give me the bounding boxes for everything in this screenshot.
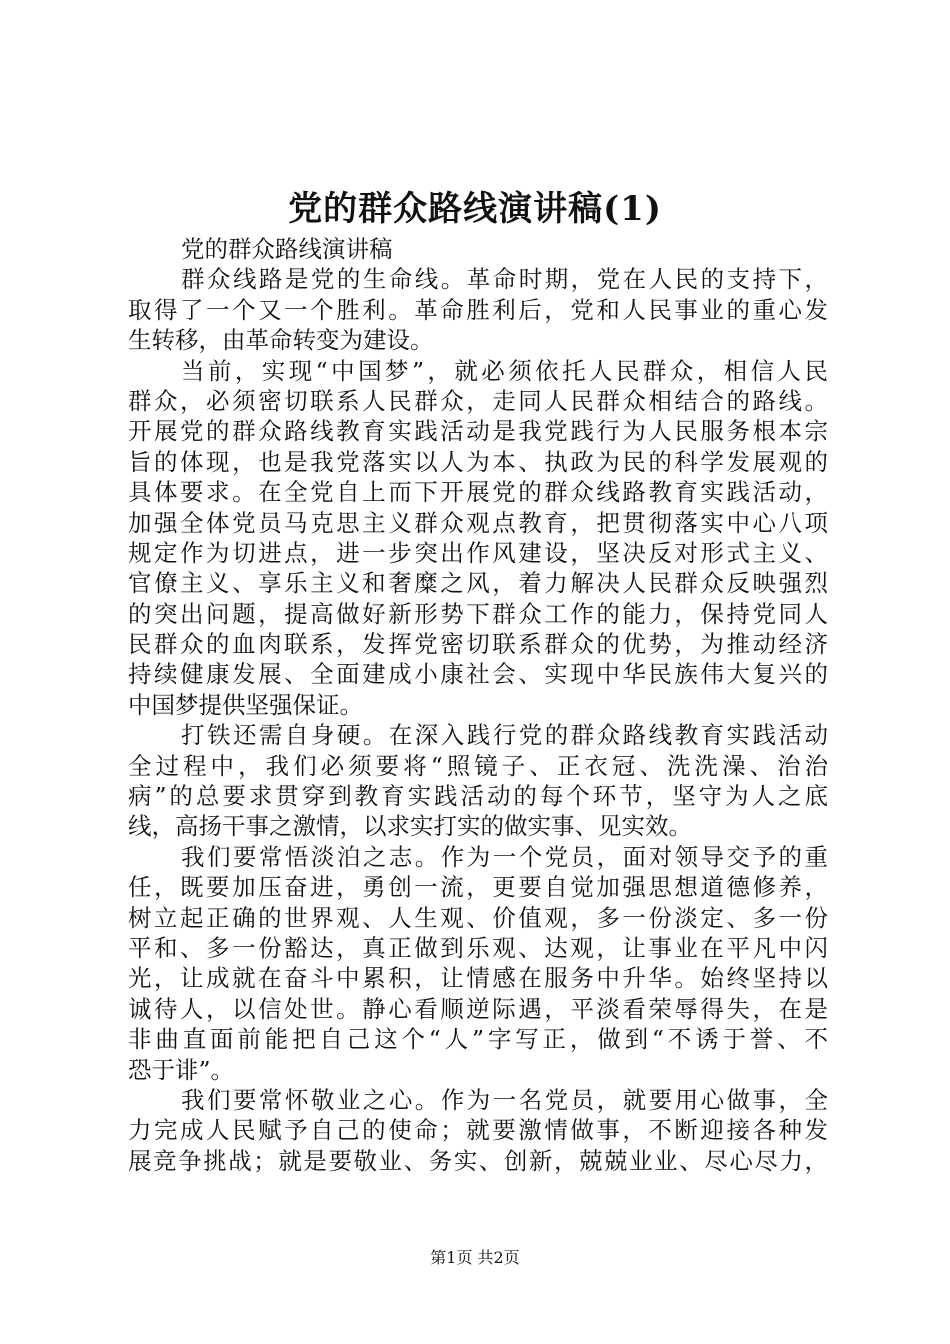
text-line: 诚待人，以信处世。静心看顺逆际遇，平淡看荣辱得失，在是 (128, 994, 828, 1023)
text-line: 规定作为切进点，进一步突出作风建设，坚决反对形式主义、 (128, 538, 828, 567)
text-line: 民群众的血肉联系，发挥党密切联系群众的优势，为推动经济 (128, 630, 828, 659)
text-line: 病”的总要求贯穿到教育实践活动的每个环节，坚守为人之底 (128, 782, 828, 811)
text-line: 当前，实现“中国梦”，就必须依托人民群众，相信人民 (181, 356, 828, 385)
text-line: 官僚主义、享乐主义和奢糜之风，着力解决人民群众反映强烈 (128, 569, 828, 598)
text-line: 平和、多一份豁达，真正做到乐观、达观，让事业在平凡中闪 (128, 933, 828, 962)
text-line: 线，高扬干事之激情，以求实打实的做实事、见实效。 (128, 812, 692, 841)
text-line: 恐于诽”。 (128, 1055, 235, 1084)
text-line: 具体要求。在全党自上而下开展党的群众线路教育实践活动， (128, 478, 828, 507)
text-line: 党的群众路线演讲稿 (181, 235, 393, 263)
text-line: 全过程中，我们必须要将“照镜子、正衣冠、洗洗澡、治治 (128, 751, 828, 780)
document-title: 党的群众路线演讲稿(1) (288, 189, 662, 229)
text-line: 群众，必须密切联系人民群众，走同人民群众相结合的路线。 (128, 386, 828, 415)
text-line: 开展党的群众路线教育实践活动是我党践行为人民服务根本宗 (128, 417, 828, 446)
text-line: 持续健康发展、全面建成小康社会、实现中华民族伟大复兴的 (128, 660, 828, 689)
text-line: 生转移，由革命转变为建设。 (128, 326, 434, 355)
text-line: 光，让成就在奋斗中累积，让情感在服务中升华。始终坚持以 (128, 964, 828, 993)
text-line: 树立起正确的世界观、人生观、价值观，多一份淡定、多一份 (128, 903, 828, 932)
text-line: 我们要常怀敬业之心。作为一名党员，就要用心做事，全 (181, 1085, 828, 1114)
document-body (128, 234, 828, 1176)
text-line: 展竞争挑战；就是要敬业、务实、创新，兢兢业业、尽心尽力， (128, 1146, 828, 1175)
text-line: 加强全体党员马克思主义群众观点教育，把贯彻落实中心八项 (128, 508, 828, 537)
text-line: 的突出问题，提高做好新形势下群众工作的能力，保持党同人 (128, 599, 828, 628)
text-line: 我们要常悟淡泊之志。作为一个党员，面对领导交予的重 (181, 842, 828, 871)
text-line: 中国梦提供坚强保证。 (128, 690, 363, 719)
text-line: 任，既要加压奋进，勇创一流，更要自觉加强思想道德修养， (128, 873, 828, 902)
text-line: 打铁还需自身硬。在深入践行党的群众路线教育实践活动 (181, 721, 828, 750)
text-line: 取得了一个又一个胜利。革命胜利后，党和人民事业的重心发 (128, 295, 828, 324)
text-line: 旨的体现，也是我党落实以人为本、执政为民的科学发展观的 (128, 447, 828, 476)
text-line: 非曲直面前能把自己这个“人”字写正，做到“不诱于誉、不 (128, 1025, 828, 1054)
page-footer: 第1页 共2页 (430, 1248, 520, 1267)
text-line: 群众线路是党的生命线。革命时期，党在人民的支持下， (181, 265, 828, 294)
text-line: 力完成人民赋予自己的使命；就要激情做事，不断迎接各种发 (128, 1116, 828, 1145)
